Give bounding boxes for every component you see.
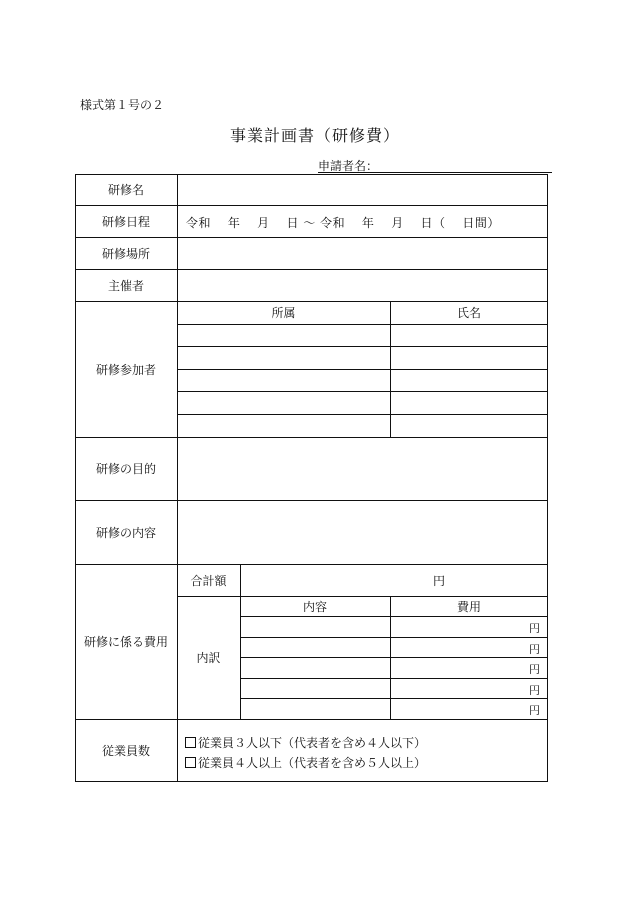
training-name-label: 研修名 — [107, 183, 144, 197]
cost-expense-header: 費用 — [456, 599, 481, 614]
cost-row-unit: 円 — [529, 663, 540, 676]
participants-row-divider — [177, 414, 548, 415]
costs-row-divider — [240, 637, 548, 638]
employee-option-1[interactable] — [185, 734, 426, 751]
employees-label: 従業員数 — [101, 744, 150, 758]
schedule-text: 令和 年 月 日 ～ 令和 年 月 日（ 日間） — [186, 216, 500, 230]
costs-row-divider — [240, 657, 548, 658]
costs-row-divider — [240, 616, 548, 617]
purpose-label: 研修の目的 — [95, 462, 156, 476]
training-location-label: 研修場所 — [101, 246, 150, 261]
cost-row-unit: 円 — [529, 704, 540, 717]
affiliation-header: 所属 — [271, 306, 296, 320]
costs-row-divider — [240, 698, 548, 699]
cost-row-unit: 円 — [529, 684, 540, 697]
total-amount-unit: 円 — [432, 573, 445, 588]
cost-content-header: 内容 — [302, 599, 327, 614]
total-amount-label: 合計額 — [190, 573, 227, 588]
participants-row-divider — [177, 346, 548, 347]
breakdown-label: 内訳 — [196, 651, 221, 665]
employee-option-label: 従業員３人以下（代表者を含め４人以下） — [198, 736, 427, 750]
cost-row-unit: 円 — [529, 622, 540, 635]
costs-label: 研修に係る費用 — [83, 635, 168, 649]
checkbox[interactable] — [185, 757, 196, 768]
costs-row-divider — [240, 678, 548, 679]
participant-name-header: 氏名 — [456, 306, 481, 320]
employee-option-2[interactable] — [185, 754, 426, 771]
applicant-name-label: 申請者名： — [318, 159, 379, 173]
form-number: 様式第１号の２ — [80, 98, 165, 112]
training-schedule-label: 研修日程 — [101, 214, 150, 229]
participants-row-divider — [177, 369, 548, 370]
document-title: 事業計画書（研修費） — [229, 126, 400, 145]
participants-row-divider — [177, 324, 548, 325]
content-label: 研修の内容 — [95, 525, 156, 540]
participants-row-divider — [177, 391, 548, 392]
applicant-name-field[interactable] — [318, 157, 552, 173]
checkbox[interactable] — [185, 737, 196, 748]
participants-label: 研修参加者 — [95, 362, 156, 377]
cost-row-unit: 円 — [529, 643, 540, 656]
organizer-label: 主催者 — [107, 278, 144, 293]
employee-option-label: 従業員４人以上（代表者を含め５人以上） — [198, 756, 427, 770]
